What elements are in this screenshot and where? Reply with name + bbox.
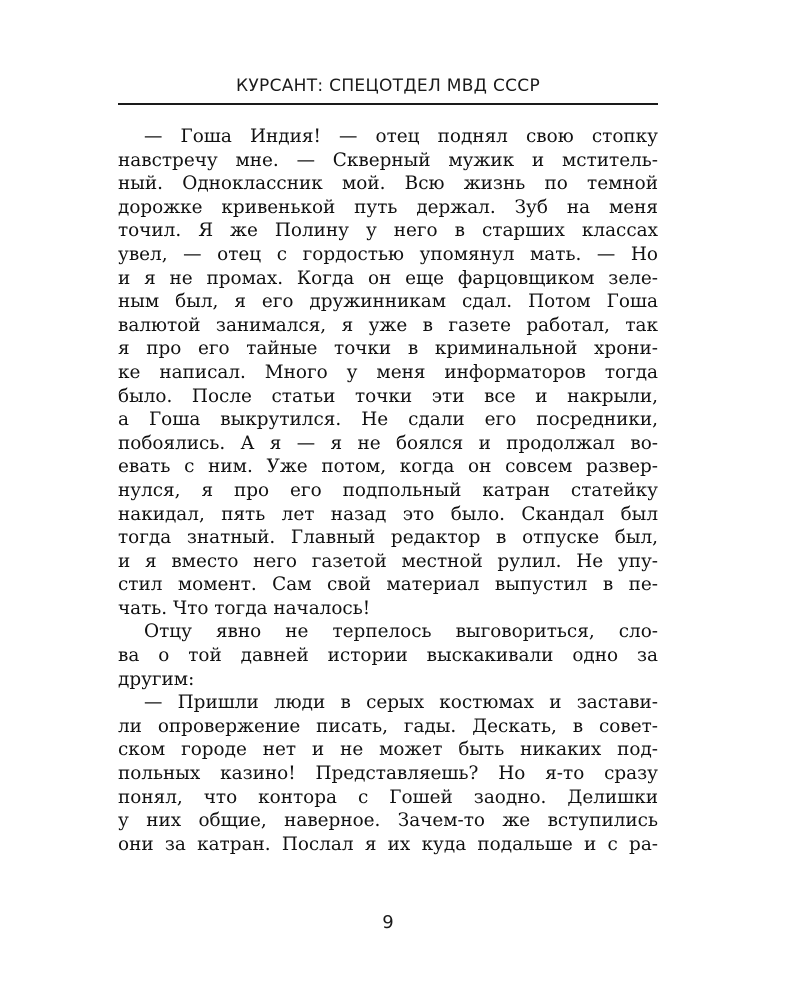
- text-line: побоялись. А я — я не боялся и продолжал во-: [118, 432, 658, 454]
- text-line: ный. Одноклассник мой. Всю жизнь по темной: [118, 173, 658, 195]
- text-line: увел, — отец с гордостью упомянул мать. — Но: [118, 243, 658, 265]
- text-line: ва о той давней истории выскакивали одно за: [118, 645, 658, 667]
- text-line: они за катран. Послал я их куда подальше и с ра-: [118, 833, 658, 855]
- text-line: евать с ним. Уже потом, когда он совсем развер-: [118, 456, 658, 478]
- text-line: нулся, я про его подпольный катран статейку: [118, 479, 658, 501]
- text-line: другим:: [118, 668, 195, 690]
- text-line: навстречу мне. — Скверный мужик и мститель-: [118, 149, 658, 171]
- running-head-title: КУРСАНТ: СПЕЦОТДЕЛ МВД СССР: [235, 76, 541, 96]
- text-line: Отцу явно не терпелось выговориться, сло-: [144, 621, 658, 643]
- text-line: ском городе нет и не может быть никаких под-: [118, 739, 658, 761]
- text-line: польных казино! Представляешь? Но я-то сразу: [118, 763, 658, 785]
- text-line: стил момент. Сам свой материал выпустил в пе-: [118, 574, 658, 596]
- text-line: и я вместо него газетой местной рулил. Не упу-: [118, 550, 658, 572]
- text-line: и я не промах. Когда он еще фарцовщиком зеле-: [118, 267, 658, 289]
- text-line: чать. Что тогда началось!: [118, 597, 371, 619]
- text-line: ным был, я его дружинникам сдал. Потом Гоша: [118, 291, 658, 313]
- text-line: накидал, пять лет назад это было. Скандал был: [118, 503, 658, 525]
- header-rule: [118, 103, 658, 105]
- text-line: я про его тайные точки в криминальной хрони-: [118, 338, 658, 360]
- page-number: 9: [382, 912, 394, 933]
- text-line: валютой занимался, я уже в газете работал, так: [118, 314, 658, 336]
- text-line: — Гоша Индия! — отец поднял свою стопку: [144, 126, 658, 147]
- body-text: [118, 125, 658, 856]
- text-line: а Гоша выкрутился. Не сдали его посредники,: [118, 409, 658, 431]
- text-line: тогда знатный. Главный редактор в отпуске был,: [118, 527, 658, 549]
- text-line: — Пришли люди в серых костюмах и застави-: [144, 692, 658, 714]
- text-line: точил. Я же Полину у него в старших классах: [118, 220, 658, 242]
- text-line: дорожке кривенькой путь держал. Зуб на меня: [118, 196, 658, 218]
- text-line: ли опровержение писать, гады. Дескать, в совет-: [118, 715, 658, 737]
- text-line: у них общие, наверное. Зачем-то же вступились: [118, 810, 658, 832]
- text-line: понял, что контора с Гошей заодно. Делишки: [118, 786, 658, 808]
- text-line: было. После статьи точки эти все и накрыли,: [118, 385, 658, 407]
- text-line: ке написал. Много у меня информаторов тогда: [118, 361, 658, 383]
